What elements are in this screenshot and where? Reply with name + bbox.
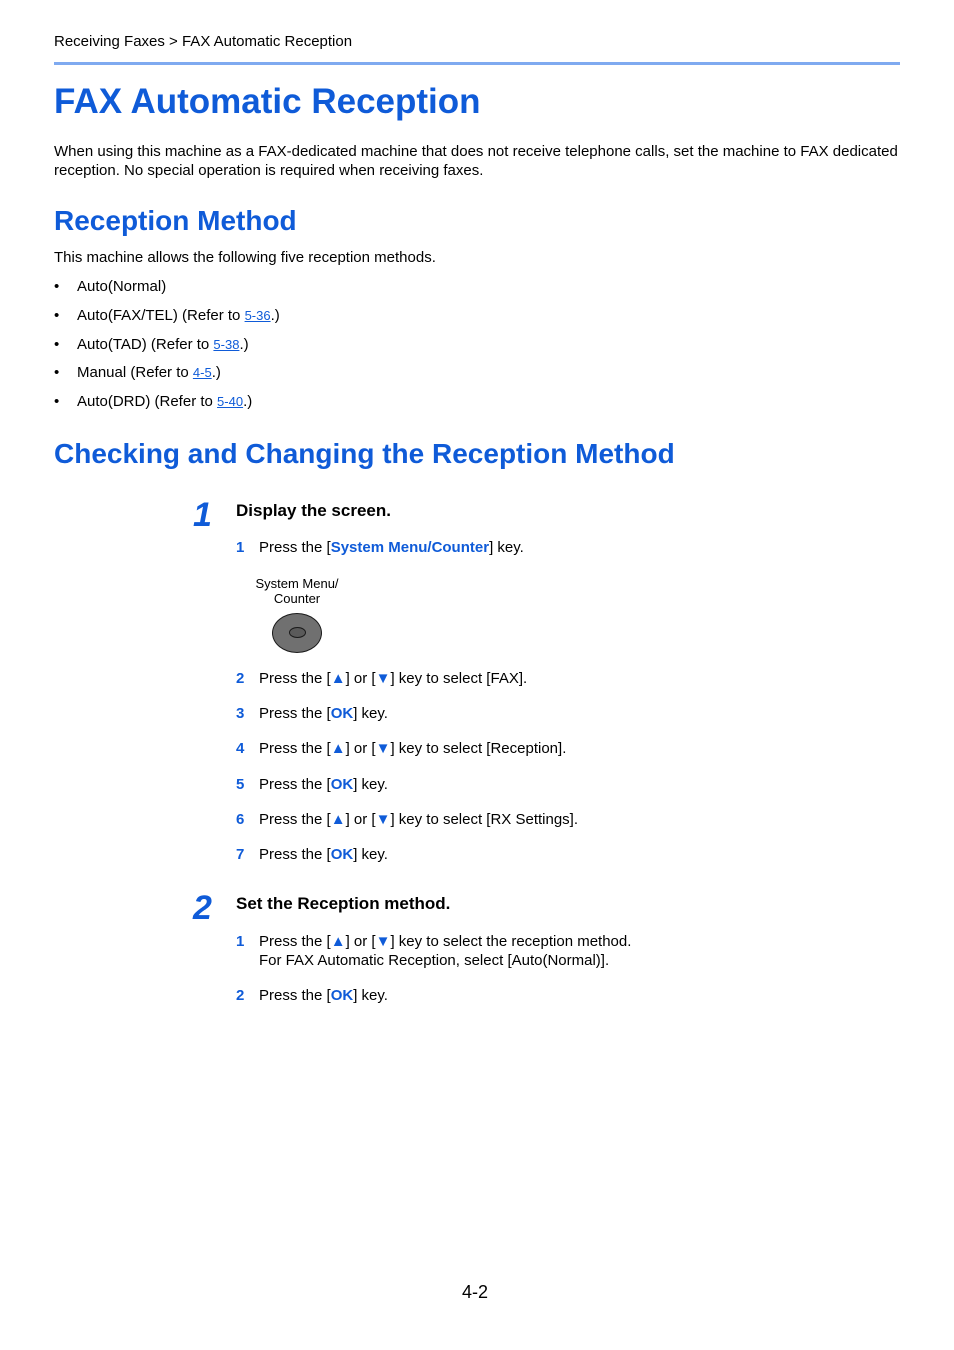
reception-method-lead: This machine allows the following five reception methods. bbox=[54, 249, 436, 266]
substep-text: ] key to select the reception method. bbox=[390, 933, 632, 950]
list-item-close: .) bbox=[243, 393, 253, 410]
substep-text: ] key to select [RX Settings]. bbox=[390, 811, 579, 828]
substep-number: 7 bbox=[236, 846, 245, 863]
checking-heading: Checking and Changing the Reception Method bbox=[54, 438, 675, 469]
substep-number: 4 bbox=[236, 740, 245, 757]
page-number: 4-2 bbox=[462, 1282, 489, 1302]
substep-text: Press the [ bbox=[259, 987, 331, 1004]
down-arrow-icon: ▼ bbox=[375, 740, 391, 757]
page-title: FAX Automatic Reception bbox=[54, 82, 481, 121]
substep-text: Press the [ bbox=[259, 776, 331, 793]
step-number: 2 bbox=[193, 889, 212, 927]
substep-text: ] key to select [FAX]. bbox=[390, 670, 528, 687]
substep-text: Press the [ bbox=[259, 846, 331, 863]
page-reference-link[interactable]: 4-5 bbox=[192, 365, 212, 380]
bullet-symbol: • bbox=[54, 393, 60, 410]
header-divider bbox=[54, 62, 900, 65]
system-menu-counter-key-icon bbox=[272, 613, 322, 653]
substep-text: Press the [ bbox=[259, 933, 331, 950]
substep-text: Press the [ bbox=[259, 705, 331, 722]
bullet-symbol: • bbox=[54, 364, 60, 381]
page-reference-link[interactable]: 5-38 bbox=[213, 337, 240, 352]
substep-text: ] or [ bbox=[345, 933, 376, 950]
substep-text: ] or [ bbox=[345, 740, 376, 757]
list-item-close: .) bbox=[239, 336, 249, 353]
key-name: OK bbox=[330, 776, 354, 793]
step-number: 1 bbox=[193, 496, 212, 534]
list-item-text: Auto(Normal) bbox=[77, 278, 167, 295]
bullet-symbol: • bbox=[54, 336, 60, 353]
substep-number: 3 bbox=[236, 705, 245, 722]
up-arrow-icon: ▲ bbox=[330, 811, 346, 828]
intro-paragraph: When using this machine as a FAX-dedicated machine that does not receive telephone calls, set the machine to FAX dedicated reception. No special operation is required when receiving faxes. bbox=[54, 143, 898, 179]
substep-number: 1 bbox=[236, 539, 245, 556]
substep-number: 1 bbox=[236, 933, 245, 950]
down-arrow-icon: ▼ bbox=[375, 670, 391, 687]
substep-text: Press the [ bbox=[259, 539, 331, 556]
substep-text: ] or [ bbox=[345, 811, 376, 828]
key-label-line: Counter bbox=[273, 591, 321, 606]
list-item-text: Auto(FAX/TEL) (Refer to bbox=[77, 307, 245, 324]
substep-note: For FAX Automatic Reception, select [Auto(Normal)]. bbox=[259, 952, 610, 969]
up-arrow-icon: ▲ bbox=[330, 933, 346, 950]
substep-text: ] key. bbox=[353, 776, 388, 793]
down-arrow-icon: ▼ bbox=[375, 933, 391, 950]
substep-text: Press the [ bbox=[259, 811, 331, 828]
substep-text: ] key. bbox=[353, 705, 388, 722]
key-indicator-icon bbox=[289, 627, 306, 638]
step-title: Display the screen. bbox=[236, 501, 391, 520]
substep-text: ] key. bbox=[489, 539, 524, 556]
substep-text: ] key. bbox=[353, 987, 388, 1004]
bullet-symbol: • bbox=[54, 278, 60, 295]
substep-text: ] key to select [Reception]. bbox=[390, 740, 567, 757]
page-reference-link[interactable]: 5-36 bbox=[244, 308, 271, 323]
step-title: Set the Reception method. bbox=[236, 894, 451, 913]
key-name: System Menu/Counter bbox=[330, 539, 490, 556]
substep-text: ] key. bbox=[353, 846, 388, 863]
key-name: OK bbox=[330, 846, 354, 863]
substep-text: Press the [ bbox=[259, 740, 331, 757]
substep-text: ] or [ bbox=[345, 670, 376, 687]
up-arrow-icon: ▲ bbox=[330, 740, 346, 757]
list-item-text: Manual (Refer to bbox=[77, 364, 193, 381]
down-arrow-icon: ▼ bbox=[375, 811, 391, 828]
up-arrow-icon: ▲ bbox=[330, 670, 346, 687]
substep-number: 2 bbox=[236, 670, 245, 687]
list-item-text: Auto(TAD) (Refer to bbox=[77, 336, 214, 353]
key-name: OK bbox=[330, 705, 354, 722]
breadcrumb: Receiving Faxes > FAX Automatic Reception bbox=[54, 33, 353, 50]
list-item-close: .) bbox=[211, 364, 221, 381]
key-illustration-label bbox=[248, 576, 346, 606]
key-label-line: System Menu/ bbox=[255, 576, 339, 591]
substep-number: 5 bbox=[236, 776, 245, 793]
substep-text: Press the [ bbox=[259, 670, 331, 687]
key-name: OK bbox=[330, 987, 354, 1004]
list-item-close: .) bbox=[270, 307, 280, 324]
reception-method-heading: Reception Method bbox=[54, 205, 297, 236]
list-item-text: Auto(DRD) (Refer to bbox=[77, 393, 218, 410]
substep-number: 6 bbox=[236, 811, 245, 828]
page-reference-link[interactable]: 5-40 bbox=[217, 394, 244, 409]
substep-number: 2 bbox=[236, 987, 245, 1004]
bullet-symbol: • bbox=[54, 307, 60, 324]
